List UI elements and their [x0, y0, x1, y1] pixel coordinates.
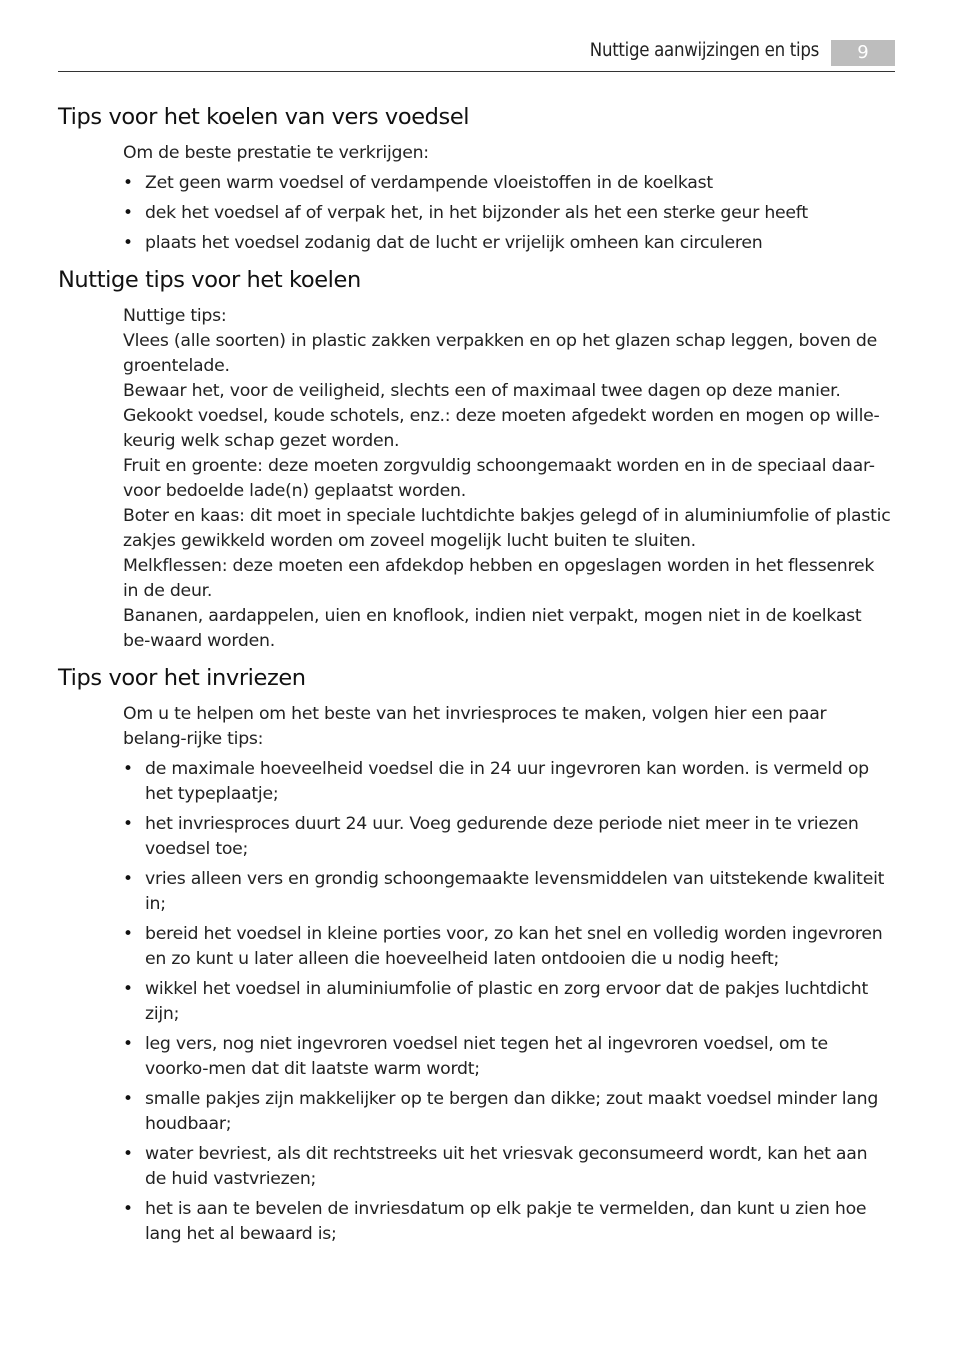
paragraph: Melkflessen: deze moeten een afdekdop hebben en opgeslagen worden in het flessenrek in de deur. [123, 556, 875, 601]
list-item: • de maximale hoeveelheid voedsel die in 24 uur ingevroren kan worden. is vermeld op het typeplaatje; [123, 757, 893, 807]
list-item: • water bevriest, als dit rechtstreeks uit het vriesvak geconsumeerd wordt, kan het aan de huid vastvriezen; [123, 1142, 893, 1192]
list-item: • leg vers, nog niet ingevroren voedsel niet tegen het al ingevroren voedsel, om te voorko-men dat dit laatste warm wordt; [123, 1032, 893, 1082]
section-heading-cooling-fresh-food: Tips voor het koelen van vers voedsel [58, 104, 470, 130]
list-item: • bereid het voedsel in kleine porties voor, zo kan het snel en volledig worden ingevroren en zo kunt u later alleen die hoeveelheid laten ontdooien die u nodig heeft; [123, 922, 893, 972]
list-item: • vries alleen vers en grondig schoongemaakte levensmiddelen van uitstekende kwaliteit in; [123, 867, 893, 917]
paragraph: Gekookt voedsel, koude schotels, enz.: deze moeten afgedekt worden en mogen op wille-keurig welk schap gezet worden. [123, 406, 880, 451]
list-item: • Zet geen warm voedsel of verdampende vloeistoffen in de koelkast [123, 171, 893, 196]
list-item: • smalle pakjes zijn makkelijker op te bergen dan dikke; zout maakt voedsel minder lang houdbaar; [123, 1087, 893, 1137]
list-item: • het invriesproces duurt 24 uur. Voeg gedurende deze periode niet meer in te vriezen voedsel toe; [123, 812, 893, 862]
list-item: • plaats het voedsel zodanig dat de lucht er vrijelijk omheen kan circuleren [123, 231, 893, 256]
paragraph: Fruit en groente: deze moeten zorgvuldig schoongemaakt worden en in de speciaal daar-voor bedoelde lade(n) geplaatst worden. [123, 456, 875, 501]
section-intro: Om de beste prestatie te verkrijgen: [123, 143, 429, 163]
bullet-list [123, 171, 893, 256]
section-intro: Om u te helpen om het beste van het invriesproces te maken, volgen hier een paar belang-rijke tips: [123, 704, 827, 749]
bullet-list [123, 757, 893, 1247]
page-number-badge: 9 [831, 40, 895, 66]
section-body-cooling-fresh-food [123, 141, 893, 256]
page-header [58, 38, 895, 72]
running-header-title: Nuttige aanwijzingen en tips [589, 40, 819, 61]
section-heading-freezing-tips: Tips voor het invriezen [58, 665, 306, 691]
paragraph: Vlees (alle soorten) in plastic zakken verpakken en op het glazen schap leggen, boven de groentelade. [123, 331, 877, 376]
section-body-freezing-tips [123, 702, 893, 1247]
section-body-cooling-tips [123, 304, 893, 654]
list-item: • dek het voedsel af of verpak het, in het bijzonder als het een sterke geur heeft [123, 201, 893, 226]
section-heading-cooling-tips: Nuttige tips voor het koelen [58, 267, 361, 293]
paragraph: Boter en kaas: dit moet in speciale luchtdichte bakjes gelegd of in aluminiumfolie of plastic zakjes gewikkeld worden om zoveel mogelijk lucht buiten te sluiten. [123, 506, 891, 551]
paragraph: Bewaar het, voor de veiligheid, slechts een of maximaal twee dagen op deze manier. [123, 381, 841, 401]
paragraph: Nuttige tips: [123, 306, 227, 326]
list-item: • wikkel het voedsel in aluminiumfolie of plastic en zorg ervoor dat de pakjes luchtdicht zijn; [123, 977, 893, 1027]
list-item: • het is aan te bevelen de invriesdatum op elk pakje te vermelden, dan kunt u zien hoe lang het al bewaard is; [123, 1197, 893, 1247]
paragraph: Bananen, aardappelen, uien en knoflook, indien niet verpakt, mogen niet in de koelkast be-waard worden. [123, 606, 862, 651]
